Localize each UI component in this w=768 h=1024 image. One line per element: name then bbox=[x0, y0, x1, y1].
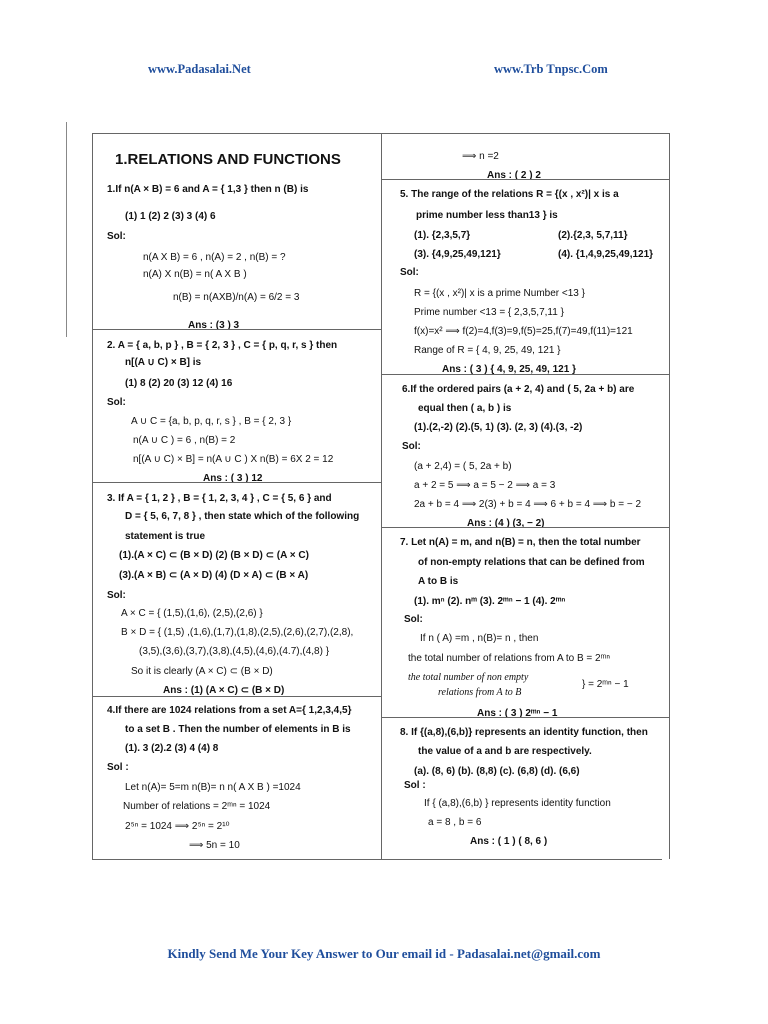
q7-line-8: relations from A to B bbox=[438, 687, 522, 698]
question-separator bbox=[382, 374, 669, 375]
q8-line-2: (a). (8, 6) (b). (8,8) (c). (6,8) (d). (6,6) bbox=[414, 766, 580, 777]
q4-line-5: Number of relations = 2ᵐⁿ = 1024 bbox=[123, 801, 271, 812]
q7-line-0: 7. Let n(A) = m, and n(B) = n, then the total number bbox=[400, 537, 641, 548]
margin-line bbox=[66, 122, 67, 337]
q3-line-10: Ans : (1) (A × C) ⊂ (B × D) bbox=[163, 685, 285, 696]
q6-line-0: 6.If the ordered pairs (a + 2, 4) and ( 5, 2a + b) are bbox=[402, 384, 635, 395]
q1-line-4: n(A) X n(B) = n( A X B ) bbox=[143, 269, 247, 280]
q5-line-11: Ans : ( 3 ) { 4, 9, 25, 49, 121 } bbox=[442, 364, 576, 375]
q8-line-0: 8. If {(a,8),(6,b)} represents an identity function, then bbox=[400, 727, 648, 738]
q7-line-5: If n ( A) =m , n(B)= n , then bbox=[420, 633, 539, 644]
q4-line-6: 2⁵ⁿ = 1024 ⟹ 2⁵ⁿ = 2¹⁰ bbox=[125, 821, 230, 832]
q3-line-3: (1).(A × C) ⊂ (B × D) (2) (B × D) ⊂ (A × C) bbox=[119, 550, 309, 561]
q1-line-5: n(B) = n(AXB)/n(A) = 6/2 = 3 bbox=[173, 292, 300, 303]
q5-line-7: R = {(x , x²)| x is a prime Number <13 } bbox=[414, 288, 585, 299]
q4-line-4: Let n(A)= 5=m n(B)= n n( A X B ) =1024 bbox=[125, 782, 301, 793]
q7-line-4: Sol: bbox=[404, 614, 423, 625]
q1-line-6: Ans : (3 ) 3 bbox=[188, 320, 240, 331]
q6-line-4: (a + 2,4) = ( 5, 2a + b) bbox=[414, 461, 512, 472]
q3-line-8: (3,5),(3,6),(3,7),(3,8),(4,5),(4,6),(4.7),(4,8) } bbox=[139, 646, 330, 657]
q2-line-1: n[(A ∪ C) × B] is bbox=[125, 357, 202, 368]
q4-line-7: ⟹ 5n = 10 bbox=[189, 840, 240, 851]
q3-line-1: D = { 5, 6, 7, 8 } , then state which of the following bbox=[125, 511, 360, 522]
q4-line-0: 4.If there are 1024 relations from a set A={ 1,2,3,4,5} bbox=[107, 705, 352, 716]
q6-line-3: Sol: bbox=[402, 441, 421, 452]
q2-line-0: 2. A = { a, b, p } , B = { 2, 3 } , C = { p, q, r, s } then bbox=[107, 340, 338, 351]
q2-line-5: n(A ∪ C ) = 6 , n(B) = 2 bbox=[133, 435, 236, 446]
q7-line-3: (1). mⁿ (2). nᵐ (3). 2ᵐⁿ − 1 (4). 2ᵐⁿ bbox=[414, 596, 566, 607]
q6-line-1: equal then ( a, b ) is bbox=[418, 403, 512, 414]
frame-bottom-line bbox=[92, 859, 662, 860]
q8-line-3: Sol : bbox=[404, 780, 426, 791]
q5-line-2: (1). {2,3,5,7} bbox=[414, 230, 471, 241]
q7-line-9: } = 2ᵐⁿ − 1 bbox=[582, 679, 629, 690]
q3-line-2: statement is true bbox=[125, 531, 206, 542]
q6-line-7: Ans : (4 ) (3, − 2) bbox=[467, 518, 545, 529]
q5-line-8: Prime number <13 = { 2,3,5,7,11 } bbox=[414, 307, 564, 318]
q8-line-6: Ans : ( 1 ) ( 8, 6 ) bbox=[470, 836, 548, 847]
q3-line-9: So it is clearly (A × C) ⊂ (B × D) bbox=[131, 666, 273, 677]
q7-line-2: A to B is bbox=[418, 576, 459, 587]
page-title: 1.RELATIONS AND FUNCTIONS bbox=[115, 151, 341, 168]
q8-line-4: If { (a,8),(6,b) } represents identity function bbox=[424, 798, 611, 809]
q7-line-10: Ans : ( 3 ) 2ᵐⁿ − 1 bbox=[477, 708, 558, 719]
q5-line-9: f(x)=x² ⟹ f(2)=4,f(3)=9,f(5)=25,f(7)=49,f(11)=121 bbox=[414, 326, 633, 337]
question-separator bbox=[382, 179, 669, 180]
header-right-url[interactable]: www.Trb Tnpsc.Com bbox=[494, 62, 608, 76]
question-separator bbox=[382, 527, 669, 528]
question-separator bbox=[93, 696, 381, 697]
q4-line-3: Sol : bbox=[107, 762, 129, 773]
q3-line-4: (3).(A × B) ⊂ (A × D) (4) (D × A) ⊂ (B × A) bbox=[119, 570, 309, 581]
q7-line-1: of non-empty relations that can be defined from bbox=[418, 557, 645, 568]
question-separator bbox=[93, 329, 381, 330]
q4b-line-1: Ans : ( 2 ) 2 bbox=[487, 170, 541, 181]
q4-line-1: to a set B . Then the number of elements in B is bbox=[125, 724, 351, 735]
q4b-line-0: ⟹ n =2 bbox=[462, 151, 499, 162]
question-separator bbox=[382, 717, 669, 718]
q3-line-5: Sol: bbox=[107, 590, 126, 601]
q5-line-5: (4). {1,4,9,25,49,121} bbox=[558, 249, 654, 260]
question-frame bbox=[92, 133, 670, 859]
q6-line-5: a + 2 = 5 ⟹ a = 5 − 2 ⟹ a = 3 bbox=[414, 480, 556, 491]
header-left-url[interactable]: www.Padasalai.Net bbox=[148, 62, 251, 76]
q2-line-2: (1) 8 (2) 20 (3) 12 (4) 16 bbox=[125, 378, 233, 389]
q5-line-10: Range of R = { 4, 9, 25, 49, 121 } bbox=[414, 345, 561, 356]
q7-line-6: the total number of relations from A to B = 2ᵐⁿ bbox=[408, 653, 610, 664]
q5-line-0: 5. The range of the relations R = {(x , x²)| x is a bbox=[400, 189, 619, 200]
q1-line-1: (1) 1 (2) 2 (3) 3 (4) 6 bbox=[125, 211, 216, 222]
q1-line-2: Sol: bbox=[107, 231, 126, 242]
right-column bbox=[382, 134, 669, 859]
q5-line-4: (3). {4,9,25,49,121} bbox=[414, 249, 501, 260]
q5-line-3: (2).{2,3, 5,7,11} bbox=[558, 230, 628, 241]
q3-line-0: 3. If A = { 1, 2 } , B = { 1, 2, 3, 4 } , C = { 5, 6 } and bbox=[107, 493, 332, 504]
q6-line-2: (1).(2,-2) (2).(5, 1) (3). (2, 3) (4).(3, -2) bbox=[414, 422, 583, 433]
question-separator bbox=[93, 482, 381, 483]
q4-line-2: (1). 3 (2).2 (3) 4 (4) 8 bbox=[125, 743, 219, 754]
q2-line-3: Sol: bbox=[107, 397, 126, 408]
q5-line-1: prime number less than13 } is bbox=[416, 210, 558, 221]
q1-line-3: n(A X B) = 6 , n(A) = 2 , n(B) = ? bbox=[143, 252, 286, 263]
q7-line-7: the total number of non empty bbox=[408, 672, 529, 683]
q3-line-7: B × D = { (1,5) ,(1,6),(1,7),(1,8),(2,5),(2,6),(2,7),(2,8), bbox=[121, 627, 354, 638]
q2-line-6: n[(A ∪ C) × B] = n(A ∪ C ) X n(B) = 6X 2 = 12 bbox=[133, 454, 334, 465]
q2-line-7: Ans : ( 3 ) 12 bbox=[203, 473, 263, 484]
q1-line-0: 1.If n(A × B) = 6 and A = { 1,3 } then n (B) is bbox=[107, 184, 309, 195]
q6-line-6: 2a + b = 4 ⟹ 2(3) + b = 4 ⟹ 6 + b = 4 ⟹ b = − 2 bbox=[414, 499, 642, 510]
q5-line-6: Sol: bbox=[400, 267, 419, 278]
q8-line-5: a = 8 , b = 6 bbox=[428, 817, 482, 828]
footer-note: Kindly Send Me Your Key Answer to Our email id - Padasalai.net@gmail.com bbox=[167, 946, 601, 961]
q8-line-1: the value of a and b are respectively. bbox=[418, 746, 592, 757]
q2-line-4: A ∪ C = {a, b, p, q, r, s } , B = { 2, 3 } bbox=[131, 416, 292, 427]
left-column bbox=[93, 134, 382, 859]
q3-line-6: A × C = { (1,5),(1,6), (2,5),(2,6) } bbox=[121, 608, 263, 619]
